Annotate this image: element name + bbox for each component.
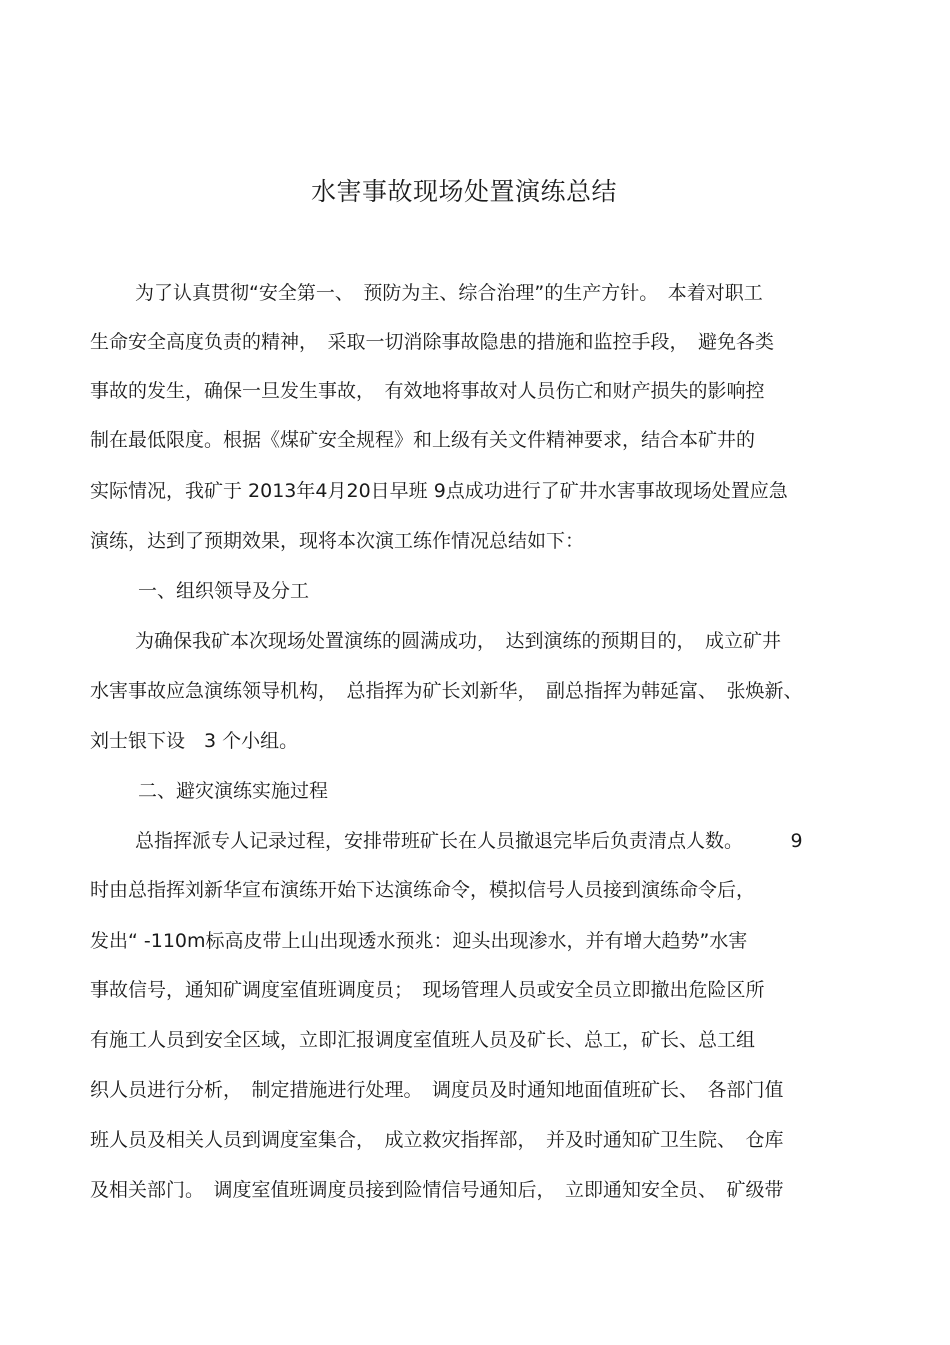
paragraph-line: 为确保我矿本次现场处置演练的圆满成功， 达到演练的预期目的， 成立矿井	[135, 630, 782, 652]
paragraph-line: 制在最低限度。根据《煤矿安全规程》和上级有关文件精神要求，结合本矿井的	[90, 429, 756, 451]
paragraph-line: 事故的发生，确保一旦发生事故， 有效地将事故对人员伤亡和财产损失的影响控	[90, 380, 765, 402]
paragraph-line: 织人员进行分析， 制定措施进行处理。 调度员及时通知地面值班矿长、 各部门值	[90, 1079, 784, 1101]
paragraph-line: 演练，达到了预期效果，现将本次演工练作情况总结如下：	[90, 530, 585, 552]
paragraph-line: 总指挥派专人记录过程，安排带班矿长在人员撤退完毕后负责清点人数。 9	[135, 830, 803, 852]
paragraph-line: 时由总指挥刘新华宣布演练开始下达演练命令，模拟信号人员接到演练命令后，	[90, 879, 756, 901]
paragraph-line: 发出“ -110m标高皮带上山出现透水预兆：迎头出现渗水，并有增大趋势”水害	[90, 930, 748, 952]
paragraph-line: 有施工人员到安全区域，立即汇报调度室值班人员及矿长、总工，矿长、总工组	[90, 1029, 756, 1051]
paragraph-line: 为了认真贯彻“安全第一、 预防为主、综合治理”的生产方针。 本着对职工	[135, 282, 763, 304]
paragraph-line: 事故信号，通知矿调度室值班调度员； 现场管理人员或安全员立即撤出危险区所	[90, 979, 765, 1001]
section-heading: 二、避灾演练实施过程	[138, 780, 329, 802]
paragraph-line: 及相关部门。 调度室值班调度员接到险情信号通知后， 立即通知安全员、 矿级带	[90, 1179, 784, 1201]
paragraph-line: 实际情况，我矿于 2013年4月20日早班 9点成功进行了矿井水害事故现场处置应急	[90, 480, 788, 502]
paragraph-line: 生命安全高度负责的精神， 采取一切消除事故隐患的措施和监控手段， 避免各类	[90, 331, 775, 353]
paragraph-line: 水害事故应急演练领导机构， 总指挥为矿长刘新华， 副总指挥为韩延富、 张焕新、	[90, 680, 803, 702]
paragraph-line: 刘士银下设 3 个小组。	[90, 730, 299, 752]
section-heading: 一、组织领导及分工	[138, 580, 310, 602]
document-title: 水害事故现场处置演练总结	[310, 177, 617, 206]
paragraph-line: 班人员及相关人员到调度室集合， 成立救灾指挥部， 并及时通知矿卫生院、 仓库	[90, 1129, 784, 1151]
